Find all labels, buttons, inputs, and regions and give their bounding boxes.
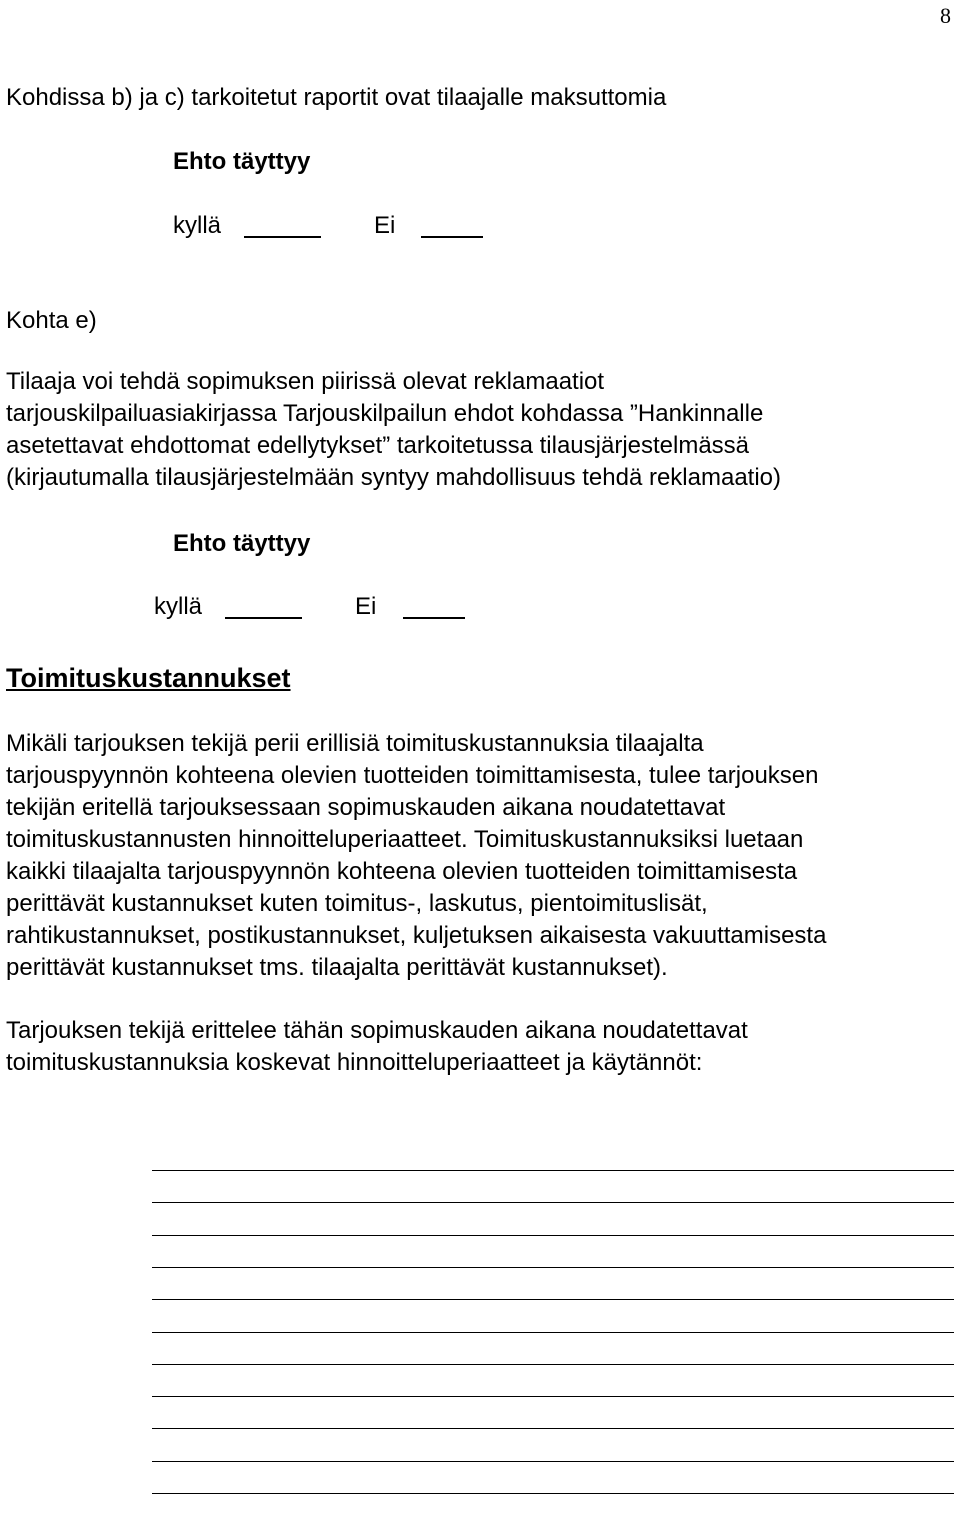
- paragraph-line: Tarjouksen tekijä erittelee tähän sopimuskauden aikana noudatettavat: [6, 1017, 748, 1044]
- paragraph-line: toimituskustannuksia koskevat hinnoitteluperiaatteet ja käytännöt:: [6, 1049, 703, 1076]
- answer-line[interactable]: [152, 1267, 954, 1268]
- delivery-costs-paragraph: [6, 728, 956, 984]
- reports-free-note: Kohdissa b) ja c) tarkoitetut raportit ovat tilaajalle maksuttomia: [6, 84, 667, 111]
- answer-line[interactable]: [152, 1170, 954, 1171]
- no-blank-field[interactable]: [421, 236, 483, 238]
- no-label: Ei: [374, 212, 396, 239]
- paragraph-line: Mikäli tarjouksen tekijä perii erillisiä toimituskustannuksia tilaajalta: [6, 730, 704, 757]
- paragraph-line: rahtikustannukset, postikustannukset, kuljetuksen aikaisesta vakuuttamisesta: [6, 922, 827, 949]
- condition-label: Ehto täyttyy: [173, 148, 311, 175]
- answer-line[interactable]: [152, 1235, 954, 1236]
- paragraph-line: asetettavat ehdottomat edellytykset” tarkoitetussa tilausjärjestelmässä: [6, 432, 750, 459]
- no-blank-field[interactable]: [403, 617, 465, 619]
- answer-line[interactable]: [152, 1299, 954, 1300]
- paragraph-line: perittävät kustannukset tms. tilaajalta perittävät kustannukset).: [6, 954, 668, 981]
- yes-blank-field[interactable]: [244, 236, 321, 238]
- paragraph-line: Tilaaja voi tehdä sopimuksen piirissä olevat reklamaatiot: [6, 368, 605, 395]
- instruction-paragraph: [6, 1015, 956, 1079]
- paragraph-line: tekijän eritellä tarjouksessaan sopimuskauden aikana noudatettavat: [6, 794, 726, 821]
- answer-line[interactable]: [152, 1396, 954, 1397]
- paragraph-line: kaikki tilaajalta tarjouspyynnön kohteena olevien tuotteiden toimittamisesta: [6, 858, 798, 885]
- paragraph-line: perittävät kustannukset kuten toimitus-, laskutus, pientoimituslisät,: [6, 890, 708, 917]
- paragraph-line: tarjouskilpailuasiakirjassa Tarjouskilpailun ehdot kohdassa ”Hankinnalle: [6, 400, 764, 427]
- paragraph-line: (kirjautumalla tilausjärjestelmään syntyy mahdollisuus tehdä reklamaatio): [6, 464, 782, 491]
- yes-blank-field[interactable]: [225, 617, 302, 619]
- paragraph-line: toimituskustannusten hinnoitteluperiaatteet. Toimituskustannuksiksi luetaan: [6, 826, 804, 853]
- page-number: 8: [940, 3, 951, 28]
- answer-line[interactable]: [152, 1202, 954, 1203]
- condition-label: Ehto täyttyy: [173, 530, 311, 557]
- section-heading: Toimituskustannukset: [6, 663, 291, 693]
- yes-label: kyllä: [173, 212, 222, 239]
- answer-line[interactable]: [152, 1364, 954, 1365]
- answer-line[interactable]: [152, 1493, 954, 1494]
- answer-line[interactable]: [152, 1461, 954, 1462]
- no-label: Ei: [355, 593, 377, 620]
- section-e-title: Kohta e): [6, 307, 97, 334]
- answer-line[interactable]: [152, 1332, 954, 1333]
- section-e-paragraph: [6, 366, 956, 494]
- yes-label: kyllä: [154, 593, 203, 620]
- answer-line[interactable]: [152, 1428, 954, 1429]
- paragraph-line: tarjouspyynnön kohteena olevien tuotteiden toimittamisesta, tulee tarjouksen: [6, 762, 819, 789]
